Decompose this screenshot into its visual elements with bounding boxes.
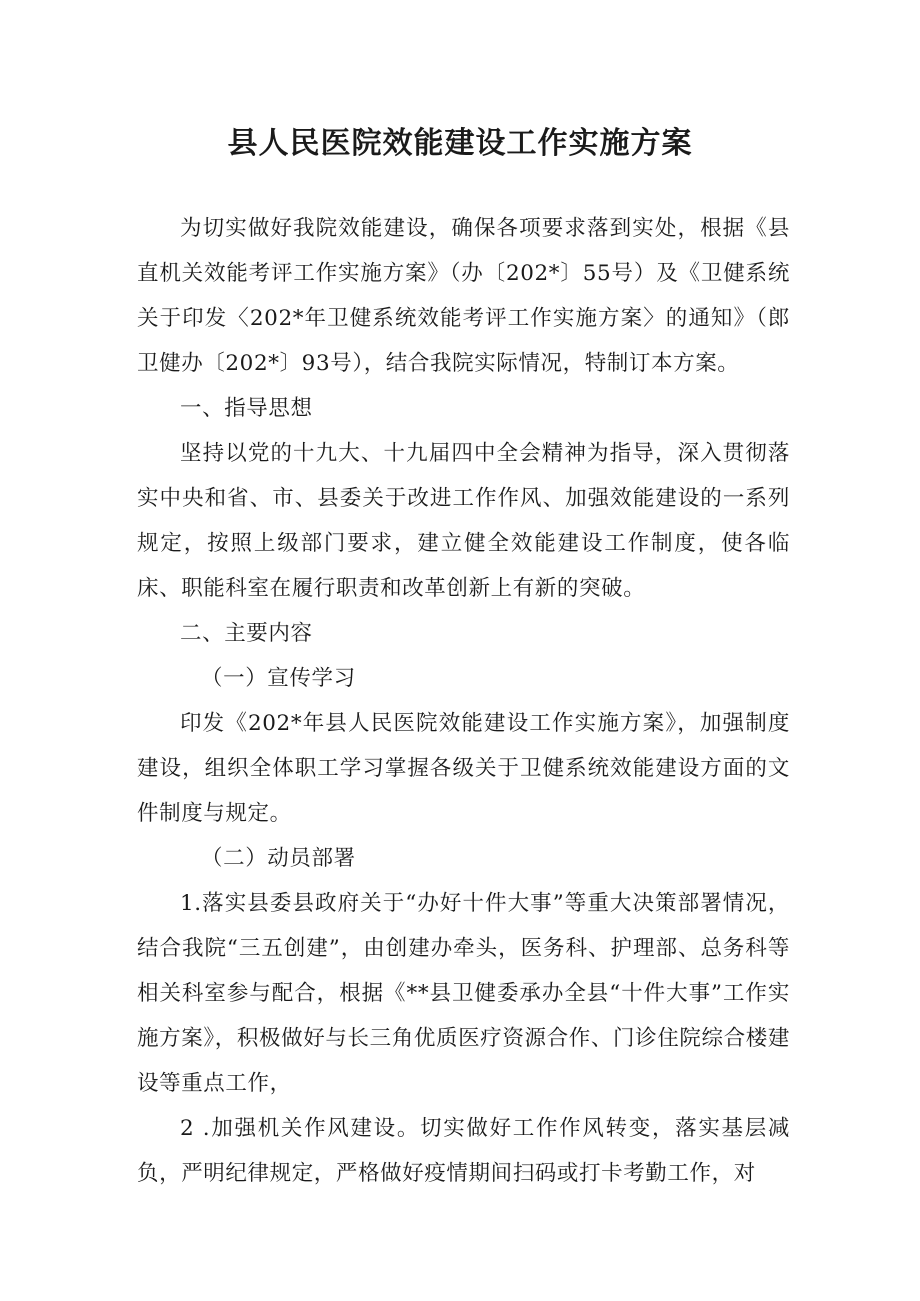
guiding-ideology-paragraph: 坚持以党的十九大、十九届四中全会精神为指导，深入贯彻落实中央和省、市、县委关于改进工作作风、加强效能建设的一系列规定，按照上级部门要求，建立健全效能建设工作制度，使各临床、职能科室在履行职责和改革创新上有新的突破。 [137, 441, 790, 601]
subsection-heading-publicity-study: （一）宣传学习 [201, 666, 356, 691]
mobilization-item-2: 2 .加强机关作风建设。切实做好工作作风转变，落实基层减负，严明纪律规定，严格做好疫情期间扫码或打卡考勤工作，对 [137, 1116, 790, 1186]
document-title: 县人民医院效能建设工作实施方案 [227, 126, 693, 161]
publicity-study-paragraph: 印发《202*年县人民医院效能建设工作实施方案》，加强制度建设，组织全体职工学习掌握各级关于卫健系统效能建设方面的文件制度与规定。 [137, 711, 790, 826]
mobilization-item-1: 1.落实县委县政府关于“办好十件大事”等重大决策部署情况，结合我院“三五创建”，由创建办牵头，医务科、护理部、总务科等相关科室参与配合，根据《**县卫健委承办全县“十件大事”工作实施方案》，积极做好与长三角优质医疗资源合作、门诊住院综合楼建设等重点工作， [137, 891, 790, 1096]
intro-paragraph: 为切实做好我院效能建设，确保各项要求落到实处，根据《县直机关效能考评工作实施方案》（办〔202*〕55号）及《卫健系统关于印发〈202*年卫健系统效能考评工作实施方案〉的通知》（郎卫健办〔202*〕93号），结合我院实际情况，特制订本方案。 [137, 216, 790, 376]
section-heading-guiding-ideology: 一、指导思想 [180, 396, 313, 421]
document-body [137, 206, 790, 1196]
section-heading-main-content: 二、主要内容 [180, 621, 313, 646]
subsection-heading-mobilization: （二）动员部署 [201, 846, 356, 871]
